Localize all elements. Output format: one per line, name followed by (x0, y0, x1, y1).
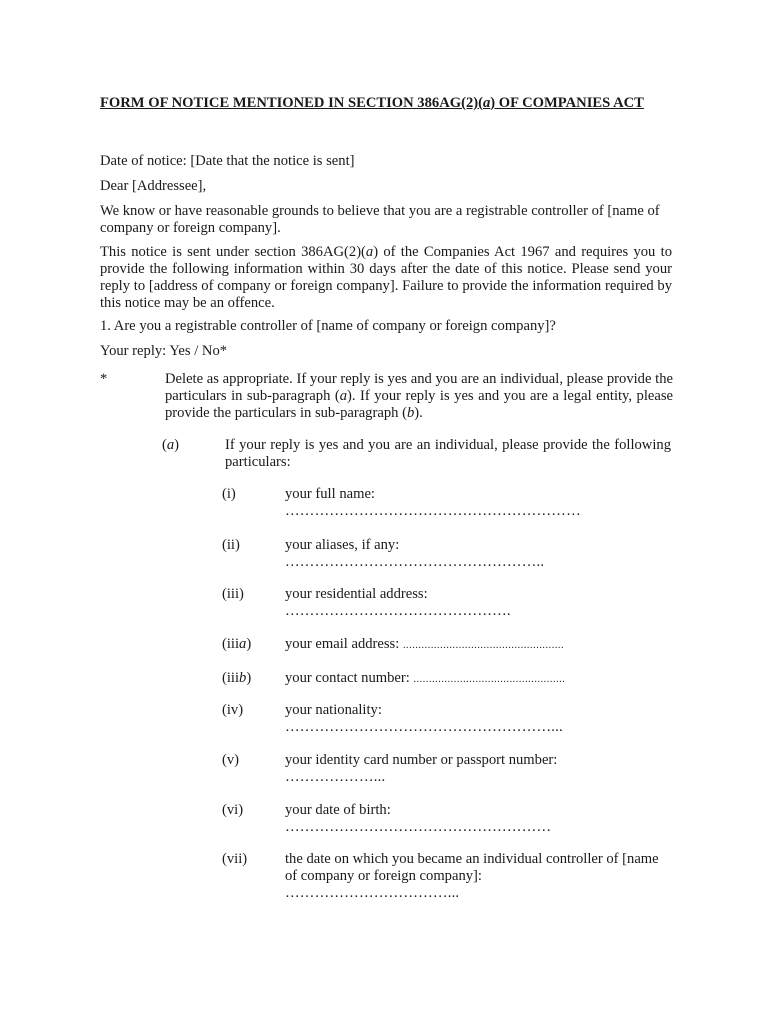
subparagraph-a-label: (a) (162, 437, 180, 453)
fill-in-line: …………………………………………….. (285, 554, 545, 570)
item-label: your aliases, if any: (285, 537, 400, 553)
item-number: (ii) (222, 537, 240, 553)
item-label: your date of birth: (285, 802, 391, 818)
item-number: (iii) (222, 586, 244, 602)
fill-in-line: .................................................... (402, 640, 565, 651)
item-identity-card-number (285, 752, 673, 786)
footnote-asterisk: * (100, 371, 108, 387)
subparagraph-a-text: If your reply is yes and you are an individual, please provide the following particulars: (225, 437, 671, 470)
item-date-became-controller (285, 851, 673, 902)
fill-in-line: ................................................. (413, 674, 566, 685)
item-label: your residential address: (285, 586, 428, 602)
item-aliases (285, 537, 673, 571)
item-number: (vi) (222, 802, 244, 818)
footnote-text: Delete as appropriate. If your reply is yes and you are an individual, please provide the particulars in sub-paragraph (a). If your reply is yes and you are a legal entity, please provide the particulars in sub-paragraph (b). (165, 371, 674, 421)
item-label: the date on which you became an individual controller of [name of company or foreign company]: (285, 851, 659, 884)
item-label: your identity card number or passport number: (285, 752, 558, 768)
question-1: 1. Are you a registrable controller of [name of company or foreign company]? (100, 318, 556, 334)
item-label: your email address: (285, 636, 403, 652)
item-number: (iiia) (222, 636, 252, 652)
item-label: your nationality: (285, 702, 382, 718)
salutation: Dear [Addressee], (100, 178, 207, 194)
fill-in-line: ………………………………………………... (285, 719, 563, 735)
fill-in-line: ………………………………………. (285, 603, 511, 619)
item-label: your full name: (285, 486, 375, 502)
item-full-name (285, 486, 673, 520)
your-reply: Your reply: Yes / No* (100, 343, 228, 359)
item-number: (i) (222, 486, 236, 502)
fill-in-line: ……………………………………………… (285, 819, 552, 835)
item-nationality (285, 702, 673, 736)
item-email-address (285, 636, 673, 654)
item-number: (iiib) (222, 670, 252, 686)
item-number: (iv) (222, 702, 244, 718)
fill-in-line: …………………………………………………… (285, 503, 581, 519)
fill-in-line: ……………………………... (285, 885, 460, 901)
date-of-notice: Date of notice: [Date that the notice is sent] (100, 153, 355, 169)
item-number: (vii) (222, 851, 248, 867)
item-contact-number (285, 670, 673, 688)
notice-title: FORM OF NOTICE MENTIONED IN SECTION 386AG(2)(a) OF COMPANIES ACT (100, 95, 644, 111)
item-date-of-birth (285, 802, 673, 836)
item-number: (v) (222, 752, 240, 768)
fill-in-line: ………………... (285, 769, 386, 785)
paragraph-notice-requirements: This notice is sent under section 386AG(2)(a) of the Companies Act 1967 and requires you to provide the following information within 30 days after the date of this notice. Please send your reply to [address of company or foreign company]. Failure to provide the information required by this notice may be an offence. (100, 244, 672, 311)
item-label: your contact number: (285, 670, 414, 686)
paragraph-registrable-controller: We know or have reasonable grounds to believe that you are a registrable controller of [name of company or foreign company]. (100, 203, 660, 236)
item-residential-address (285, 586, 673, 620)
